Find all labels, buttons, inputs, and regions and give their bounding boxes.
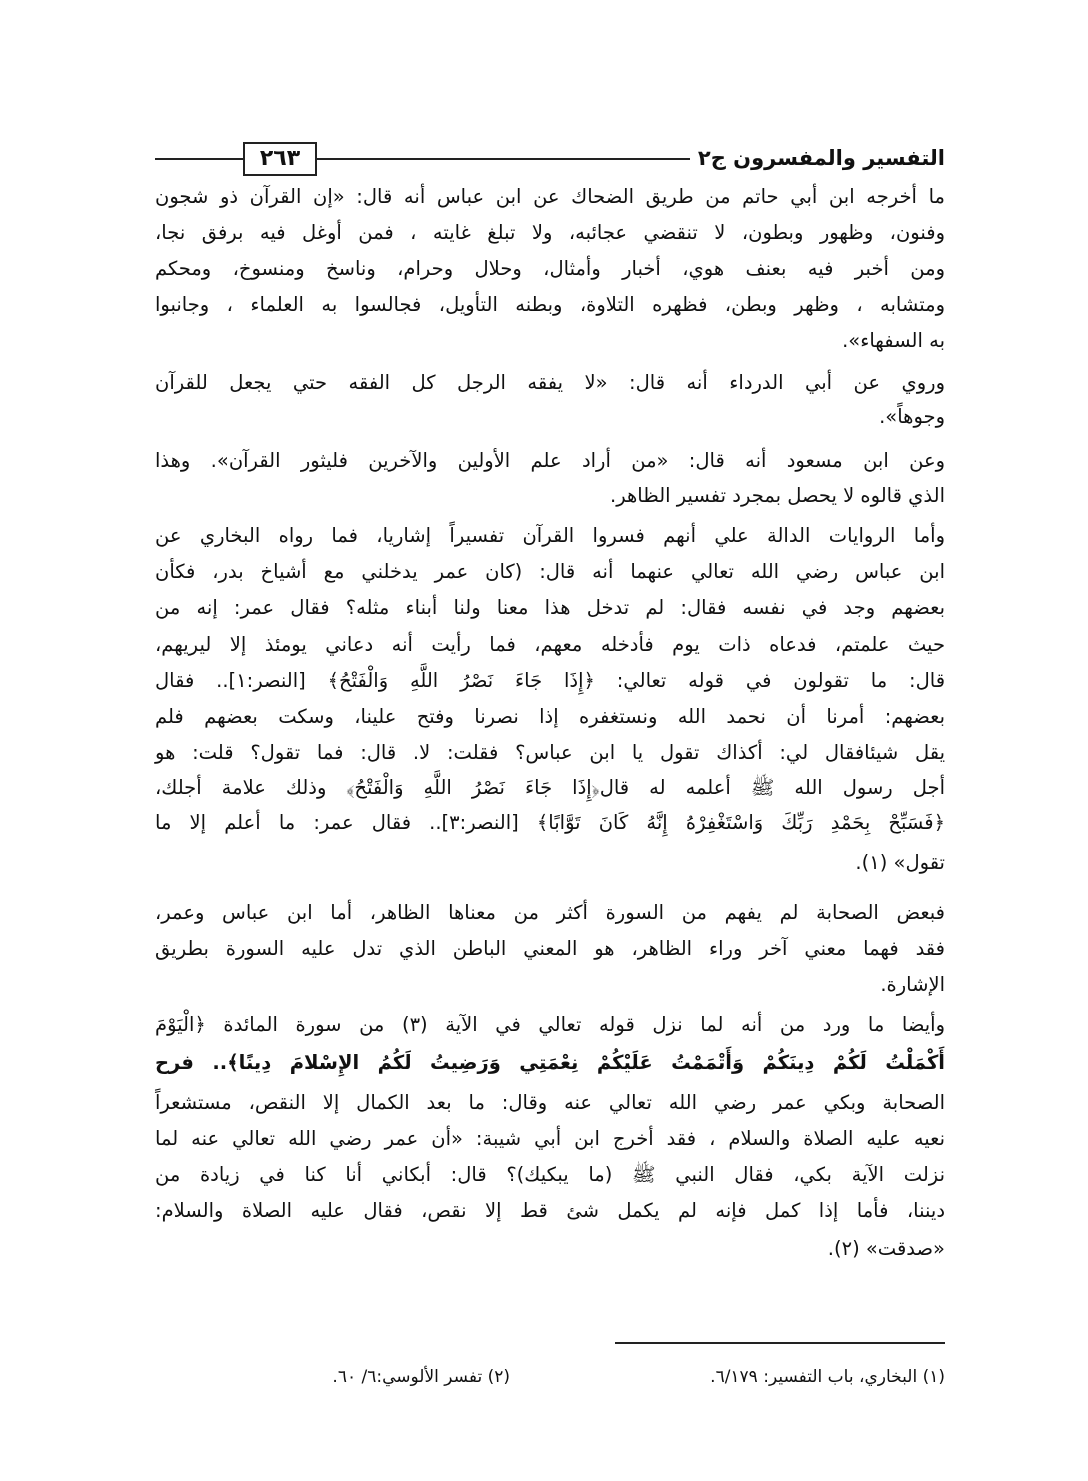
text-line: وأيضا ما ورد من أنه لما نزل قوله تعالي في الآية (٣) من سورة المائدة ﴿الْيَوْمَ xyxy=(155,1013,945,1036)
text-line: ما أخرجه ابن أبي حاتم من طريق الضحاك عن ابن عباس أنه قال: «إن القرآن ذو شجون xyxy=(155,185,945,208)
text-line: وعن ابن مسعود أنه قال: «من أراد علم الأولين والآخرين فليثور القرآن». وهذا xyxy=(155,449,945,472)
text-line: بعضهم: أمرنا أن نحمد الله ونستغفره إذا نصرنا وفتح علينا، وسكت بعضهم فلم xyxy=(155,705,945,728)
text-line: أَكْمَلْتُ لَكُمْ دِينَكُمْ وَأَتْمَمْتُ عَلَيْكُمْ نِعْمَتِي وَرَضِيتُ لَكُمُ الإِسْلامَ دِينًا﴾.. فرح xyxy=(155,1051,945,1074)
footnote-1: (١) البخاري، باب التفسير: ٦/١٧٩. xyxy=(710,1367,945,1387)
page-number: ٢٦٣ xyxy=(243,142,317,176)
text-line: قال: ما تقولون في قوله تعالي: ﴿إِذَا جَاءَ نَصْرُ اللَّهِ وَالْفَتْحُ﴾ [النصر:١].. فقال xyxy=(155,669,946,692)
text-line: أجل رسول الله ﷺ أعلمه له قال﴿إِذَا جَاءَ نَصْرُ اللَّهِ وَالْفَتْحُ﴾ وذلك علامة أجلك، xyxy=(155,776,945,799)
text-line: الإشارة. xyxy=(880,973,945,996)
book-title: التفسير والمفسرون ج٢ xyxy=(690,142,945,174)
text-line: نزلت الآية بكي، فقال النبي ﷺ (ما يبكيك)؟ قال: أبكاني أنا كنا في زيادة من xyxy=(155,1163,945,1186)
text-line: ديننا، فأما إذا كمل فإنه لم يكمل شئ قط إلا نقص، فقال عليه الصلاة والسلام: xyxy=(155,1199,945,1222)
footnote-separator xyxy=(615,1342,945,1344)
text-line: وأما الروايات الدالة علي أنهم فسروا القرآن تفسيراً إشاريا، فما رواه البخاري عن xyxy=(155,524,945,547)
text-line: بعضهم وجد في نفسه فقال: لم تدخل هذا معنا ولنا أبناء مثله؟ فقال عمر: إنه من xyxy=(155,596,945,619)
text-line: الصحابة وبكي عمر رضي الله تعالي عنه وقال: ما بعد الكمال إلا النقص، مستشعراً xyxy=(155,1091,945,1114)
text-line: نعيه عليه الصلاة والسلام ، فقد أخرج ابن أبي شيبة: «أن عمر رضي الله تعالي عنه لما xyxy=(155,1127,945,1150)
text-line: فقد فهما معني آخر وراء الظاهر، هو المعني الباطن الذي تدل عليه السورة بطريق xyxy=(155,937,945,960)
text-line: به السفهاء». xyxy=(842,329,945,352)
footnote-2: (٢) تفسر الألوسي:٦/ ٦٠. xyxy=(332,1367,510,1387)
text-line: وجوهاً». xyxy=(879,405,945,428)
text-line: ﴿فَسَبِّحْ بِحَمْدِ رَبِّكَ وَاسْتَغْفِرْهُ إِنَّهُ كَانَ تَوَّابًا﴾ [النصر:٣].. فقال عمر: ما أعلم إلا ما xyxy=(155,811,945,834)
text-line: ابن عباس رضي الله تعالي عنهما أنه قال: (كان عمر يدخلني مع أشياخ بدر، فكأن xyxy=(155,560,945,583)
text-line: تقول» (١). xyxy=(855,851,945,874)
text-line: وفنون، وظهور وبطون، لا تنقضي عجائبه، ولا تبلغ غايته ، فمن أوغل فيه برفق نجا، xyxy=(155,221,945,244)
text-line: فبعض الصحابة لم يفهم من السورة أكثر من معناها الظاهر، أما ابن عباس وعمر، xyxy=(155,901,945,924)
text-line: الذي قالوه لا يحصل بمجرد تفسير الظاهر. xyxy=(610,484,945,507)
text-line: يقل شيئافقال لي: أكذاك تقول يا ابن عباس؟ فقلت: لا. قال: فما تقول؟ قلت: هو xyxy=(155,741,945,764)
text-line: ومتشابه ، وظهر وبطن، فظهره التلاوة، وبطنه التأويل، فجالسوا به العلماء ، وجانبوا xyxy=(155,293,945,316)
running-header xyxy=(155,142,945,176)
text-line: «صدقت» (٢). xyxy=(827,1237,945,1260)
text-line: وروي عن أبي الدرداء أنه قال: «لا يفقه الرجل كل الفقه حتي يجعل للقرآن xyxy=(155,371,945,394)
text-line: حيث علمتم، فدعاه ذات يوم فأدخله معهم، فما رأيت أنه دعاني يومئذ إلا ليريهم، xyxy=(155,633,945,656)
text-line: ومن أخبر فيه بعنف هوي، أخبار وأمثال، وحلال وحرام، وناسخ ومنسوخ، ومحكم xyxy=(155,257,945,280)
header-rule-left xyxy=(155,158,245,160)
